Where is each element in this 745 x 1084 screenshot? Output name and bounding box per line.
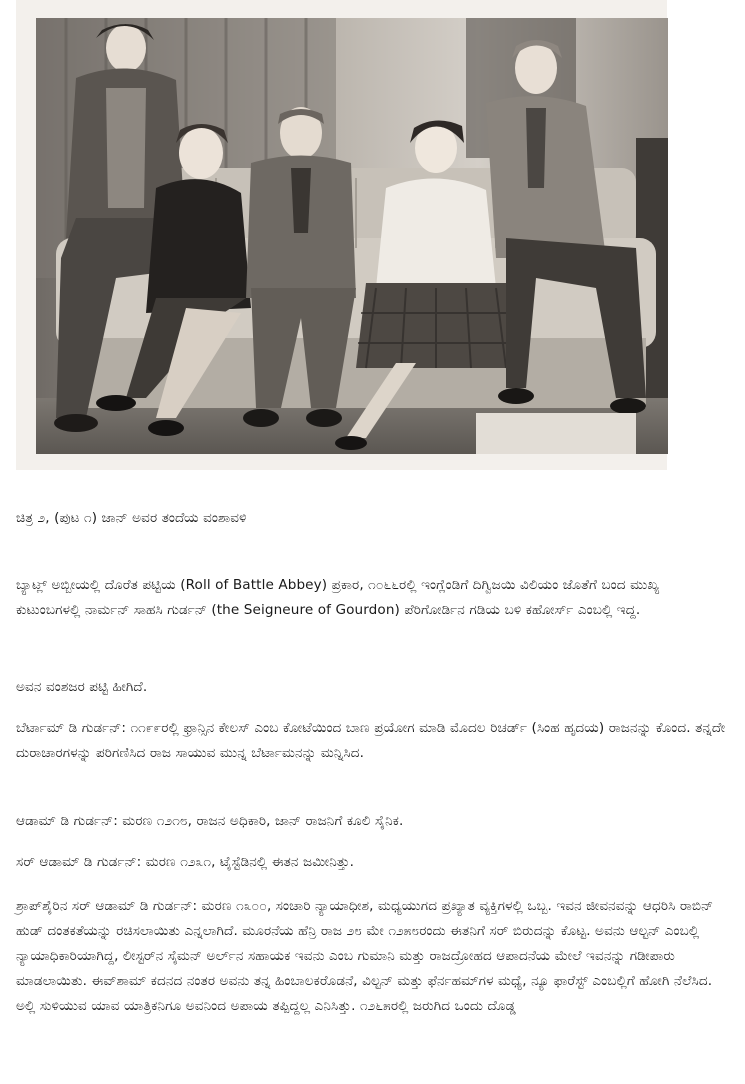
paragraph-text: ಸರ್ ಆಡಾಮ್ ಡಿ ಗುರ್ಡನ್: ಮರಣ ೧೨೩೧, ಟೈಸ್ಟೆಡಿನಲ್ಲಿ ಈತನ ಜಮೀನಿತ್ತು. — [16, 854, 355, 870]
paragraph-text: ಶ್ರಾಪ್‌ಶೈರಿನ ಸರ್ ಆಡಾಮ್ ಡಿ ಗುರ್ಡನ್: ಮರಣ ೧೩೦೦, ಸಂಚಾರಿ ನ್ಯಾಯಾಧೀಶ, ಮಧ್ಯಯುಗದ ಪ್ರಖ್ಯಾತ ವ್ಯಕ್ತಿಗಳಲ್ಲಿ ಒಬ್ಬ. ಇವನ ಜೀವನವನ್ನು ಆಧರಿಸಿ ರಾಬಿನ್ ಹುಡ್ ದಂತಕತೆಯನ್ನು ರಚಿಸಲಾಯಿತು ಎನ್ನಲಾಗಿದೆ. ಮೂರನೆಯ ಹೆನ್ರಿ ರಾಜ ೨೮ ಮೇ ೧೨೫೮ರಂದು ಈತನಿಗೆ ಸರ್ ಬಿರುದನ್ನು ಕೊಟ್ಟ. ಅವನು ಆಲ್ಟನ್ ಎಂಬಲ್ಲಿ ನ್ಯಾಯಾಧಿಕಾರಿಯಾಗಿದ್ದ, ಲೀಸ್ಟರ್‌ನ ಸೈಮನ್ ಅರ್ಲ್‌ನ ಸಹಾಯಕ ಇವನು ಎಂಬ ಗುಮಾನಿ ಮತ್ತು ರಾಜದ್ರೋಹದ ಆಪಾದನೆಯ ಮೇಲೆ ಇವನನ್ನು ಗಡೀಪಾರು ಮಾಡಲಾಯಿತು. ಈವ್‌ಶಾಮ್ ಕದನದ ನಂತರ ಅವನು ತನ್ನ ಹಿಂಬಾಲಕರೊಡನೆ, ವಿಲ್ಟನ್ ಮತ್ತು ಫೆರ್ನಹಮ್‌ಗಳ ಮಧ್ಯೆ, ನ್ಯೂ ಫಾರೆಸ್ಟ್ ಎಂಬಲ್ಲಿಗೆ ಹೋಗಿ ನೆಲೆಸಿದ. ಅಲ್ಲಿ ಸುಳಿಯುವ ಯಾವ ಯಾತ್ರಿಕನಿಗೂ ಅವನಿಂದ ಅಪಾಯ ತಪ್ಪಿದ್ದಲ್ಲ ಎನಿಸಿತ್ತು. ೧೨೬೫ರಲ್ಲಿ ಜರುಗಿದ ಒಂದು ದೊಡ್ಡ — [16, 898, 714, 1014]
family-photograph — [36, 18, 668, 454]
photograph-image — [36, 18, 668, 454]
paragraph-bertram — [16, 716, 728, 766]
paragraph-text: ಆಡಾಮ್ ಡಿ ಗುರ್ಡನ್: ಮರಣ ೧೨೧೮, ರಾಜನ ಅಧಿಕಾರಿ, ಜಾನ್ ರಾಜನಿಗೆ ಕೂಲಿ ಸೈನಿಕ. — [16, 813, 404, 829]
paragraph-battle-abbey — [16, 573, 728, 623]
paragraph-text: ಬೆರ್ಟಾಮ್ ಡಿ ಗುರ್ಡನ್: ೧೧೯೯ರಲ್ಲಿ ಫ್ರಾನ್ಸಿನ ಕೇಲಸ್ ಎಂಬ ಕೋಟೆಯಿಂದ ಬಾಣ ಪ್ರಯೋಗ ಮಾಡಿ ಮೊದಲ ರಿಚರ್ಡ್ (ಸಿಂಹ ಹೃದಯ) ರಾಜನನ್ನು ಕೊಂದ. ತನ್ನದೇ ದುರಾಚಾರಗಳನ್ನು ಪರಿಗಣಿಸಿದ ರಾಜ ಸಾಯುವ ಮುನ್ನ ಬೆರ್ಟಾಮನನ್ನು ಮನ್ನಿಸಿದ. — [16, 720, 726, 761]
paragraph-sir-adam — [16, 850, 728, 875]
paragraph-text: ಅವನ ವಂಶಜರ ಪಟ್ಟಿ ಹೀಗಿದೆ. — [16, 679, 148, 695]
paragraph-text: ಬ್ಯಾಟ್ಲ್ ಅಬ್ಬೀಯಲ್ಲಿ ದೊರೆತ ಪಟ್ಟಿಯ (Roll of Battle Abbey) ಪ್ರಕಾರ, ೧೦೬೬ರಲ್ಲಿ ಇಂಗ್ಲೆಂಡಿಗೆ ದಿಗ್ವಿಜಯಿ ವಿಲಿಯಂ ಜೊತೆಗೆ ಬಂದ ಮುಖ್ಯ ಕುಟುಂಬಗಳಲ್ಲಿ ನಾರ್ಮನ್ ಸಾಹಸಿ ಗುರ್ಡನ್ (the Seigneure of Gourdon) ಪೆರಿಗೋರ್ಡಿನ ಗಡಿಯ ಬಳಿ ಕಹೋರ್ಸ್ ಎಂಬಲ್ಲಿ ಇದ್ದ. — [16, 577, 660, 618]
photo-border — [16, 0, 667, 470]
photo-caption: ಚಿತ್ರ ೨, (ಪುಟ ೧) ಜಾನ್ ಅವರ ತಂದೆಯ ವಂಶಾವಳಿ — [16, 510, 247, 526]
paragraph-adam — [16, 809, 728, 834]
paragraph-lineage-intro — [16, 675, 728, 700]
paragraph-shropshire-adam — [16, 894, 728, 1019]
